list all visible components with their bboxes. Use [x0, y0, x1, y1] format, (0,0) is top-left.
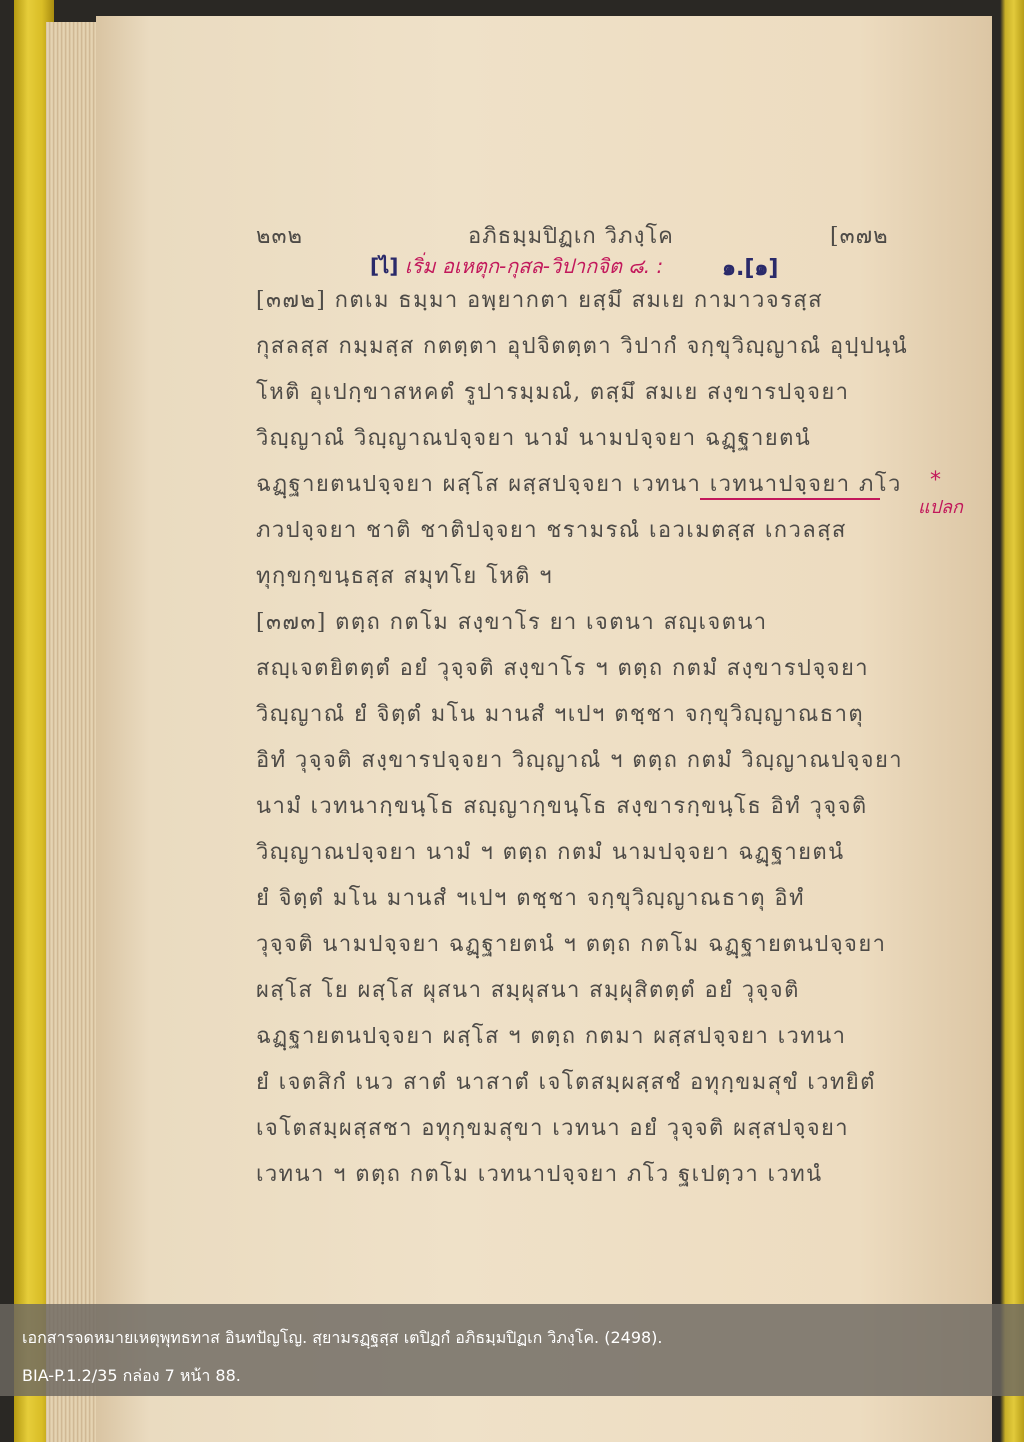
text-line: วิญฺญาณํ วิญฺญาณปจฺจยา นามํ นามปจฺจยา ฉฏฺฐายตนํ — [256, 426, 812, 451]
text-line: นามํ เวทนากฺขนฺโธ สญฺญากฺขนฺโธ สงฺขารกฺขนฺโธ อิทํ วุจฺจติ — [256, 794, 868, 819]
text-line: [๓๗๒] กตเม ธมฺมา อพฺยากตา ยสฺมึ สมเย กามาวจรสฺส — [256, 288, 823, 313]
caption-bar — [0, 1304, 1024, 1396]
text-line: เวทนา ฯ ตตฺถ กตโม เวทนาปจฺจยา ภโว ฐเปตฺวา เวทนํ — [256, 1162, 823, 1187]
text-line: ฉฏฺฐายตนปจฺจยา ผสฺโส ฯ ตตฺถ กตมา ผสฺสปจฺจยา เวทนา — [256, 1024, 847, 1049]
text-line: เจโตสมฺผสฺสชา อทุกฺขมสุขา เวทนา อยํ วุจฺจติ ผสฺสปจฺจยา — [256, 1116, 850, 1141]
star-mark: * — [930, 468, 941, 493]
section-marker: [๓๗๒ — [830, 224, 889, 249]
text-line: [๓๗๓] ตตฺถ กตโม สงฺขาโร ยา เจตนา สญฺเจตนา — [256, 610, 768, 635]
handwritten-heading-note — [370, 250, 663, 282]
note-text: เริ่ม อเหตุก-กุสล-วิปากจิต ๘. — [404, 254, 651, 278]
text-line: ยํ จิตฺตํ มโน มานสํ ฯเปฯ ตชฺชา จกฺขุวิญฺญาณธาตุ อิทํ — [256, 886, 805, 911]
handwritten-number: ๑.[๑] — [722, 256, 779, 281]
caption-reference: BIA-P.1.2/35 กล่อง 7 หน้า 88. — [22, 1366, 241, 1385]
margin-note: แปลก — [918, 497, 963, 518]
text-line: ยํ เจตสิกํ เนว สาตํ นาสาตํ เจโตสมฺผสฺสชํ อทุกฺขมสุขํ เวทยิตํ — [256, 1070, 876, 1095]
text-line: วิญฺญาณปจฺจยา นามํ ฯ ตตฺถ กตมํ นามปจฺจยา ฉฏฺฐายตนํ — [256, 840, 845, 865]
text-line: วิญฺญาณํ ยํ จิตฺตํ มโน มานสํ ฯเปฯ ตชฺชา จกฺขุวิญฺญาณธาตุ — [256, 702, 865, 727]
text-line: โหติ อุเปกฺขาสหคตํ รูปารมฺมณํ, ตสฺมึ สมเย สงฺขารปจฺจยา — [256, 380, 850, 405]
running-title: อภิธมฺมปิฏเก วิภงฺโค — [468, 224, 674, 249]
text-line: ผสฺโส โย ผสฺโส ผุสนา สมฺผุสนา สมฺผุสิตตฺตํ อยํ วุจฺจติ — [256, 978, 800, 1003]
book-cover-right — [990, 0, 1024, 1442]
text-line: ฉฏฺฐายตนปจฺจยา ผสฺโส ผสฺสปจฺจยา เวทนา เวทนาปจฺจยา ภโว — [256, 472, 902, 497]
note-colon: : — [656, 254, 664, 278]
caption-citation: เอกสารจดหมายเหตุพุทธทาส อินทปัญโญ. สฺยามรฏฺฐสฺส เตปิฏกํ อภิธมฺมปิฏเก วิภงฺโค. (2498). — [22, 1328, 663, 1347]
text-line: สญฺเจตยิตตฺตํ อยํ วุจฺจติ สงฺขาโร ฯ ตตฺถ กตมํ สงฺขารปจฺจยา — [256, 656, 870, 681]
text-line: กุสลสฺส กมฺมสฺส กตตฺตา อุปจิตตฺตา วิปากํ จกฺขุวิญฺญาณํ อุปฺปนฺนํ — [256, 334, 909, 359]
text-line: ทุกฺขกฺขนฺธสฺส สมุทโย โหติ ฯ — [256, 564, 554, 589]
text-line: อิทํ วุจฺจติ สงฺขารปจฺจยา วิญฺญาณํ ฯ ตตฺถ กตมํ วิญฺญาณปจฺจยา — [256, 748, 904, 773]
text-line: วุจฺจติ นามปจฺจยา ฉฏฺฐายตนํ ฯ ตตฺถ กตโม ฉฏฺฐายตนปจฺจยา — [256, 932, 887, 957]
page-number: ๒๓๒ — [256, 224, 304, 249]
note-bracket: [ไ] — [370, 254, 399, 278]
text-line: ภวปจฺจยา ชาติ ชาติปจฺจยา ชรามรณํ เอวเมตสฺส เกวลสฺส — [256, 518, 847, 543]
